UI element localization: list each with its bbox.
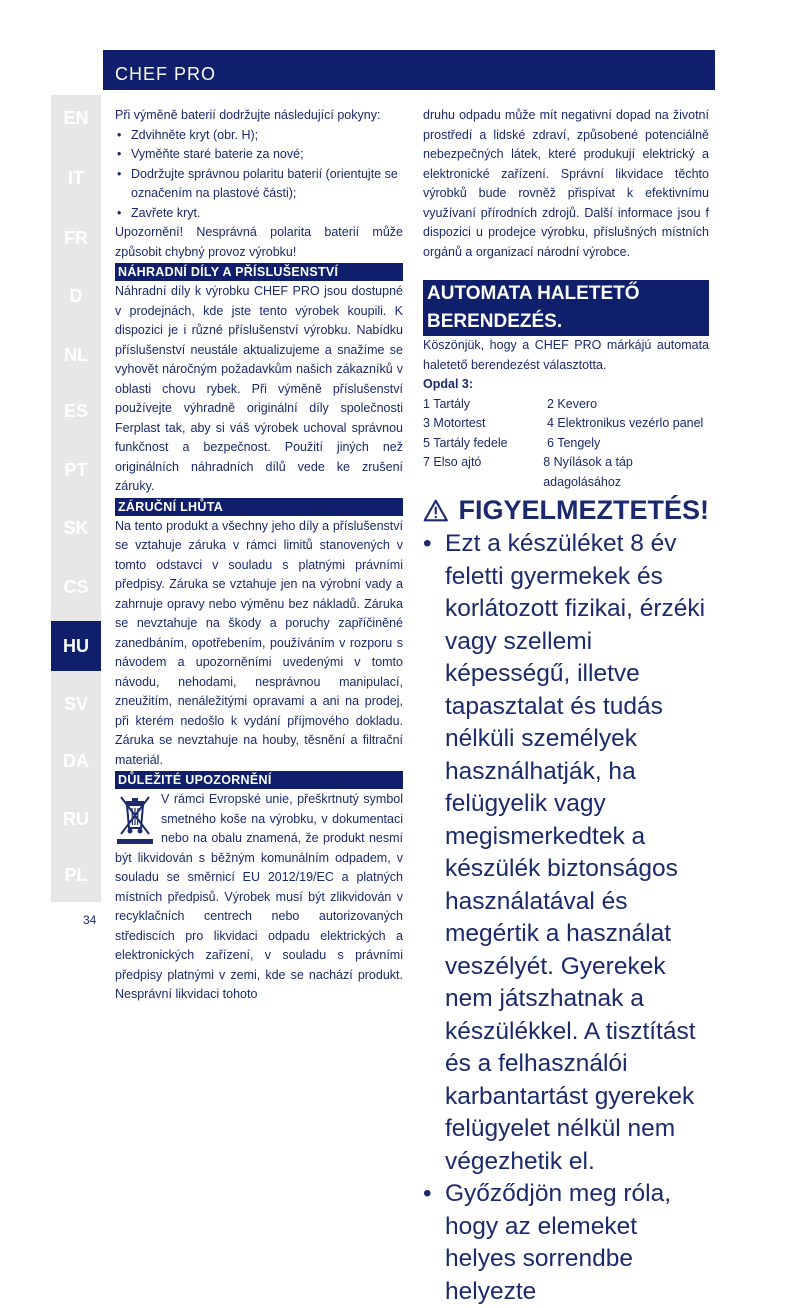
list-item: • Vyměňte staré baterie za nové; [115, 145, 403, 165]
left-column [115, 106, 403, 1005]
lang-tab-hu[interactable]: HU [51, 621, 101, 671]
right-column [423, 106, 709, 1308]
important-notice-heading: DŮLEŽITÉ UPOZORNĚNÍ [115, 771, 403, 789]
lang-tab-cs[interactable]: CS [63, 577, 89, 597]
page-header [103, 50, 715, 90]
warning-title: FIGYELMEZTETÉS! [458, 495, 709, 525]
list-item: • Ezt a készüléket 8 év feletti gyermekek és korlátozott fizikai, érzéki vagy szellemi képességű, illetve tapasztalat és tudás nélküli személyek használhatják, ha felügyelik vagy megismerkedtek a készülék biztonságos használatával és megértik a használat veszélyét. Gyerekek nem játszhatnak a készülékkel. A tisztítást és a felhasználói karbantartást gyerekek felügyelet nélkül nem végezhetik el. [423, 528, 709, 1178]
hu-section-heading: AUTOMATA HALETETŐ BERENDEZÉS. [423, 280, 709, 336]
page-number: 34 [83, 913, 97, 927]
warning-title-row [423, 492, 709, 528]
spare-parts-text: Náhradní díly k výrobku CHEF PRO jsou dostupné v prodejnách, kde jste tento výrobek koupili. K dispozici je i různé příslušenství výrobku. Nabídku příslušenství neustále aktualizujeme a snažíme se vyhovět náročným požadavkům našich zákazníků v oblasti chovu rybek. Při výměně příslušenství používejte výhradně originální díly společnosti Ferplast tak, aby si váš výrobek uchoval správnou funkčnost a bezpečnost. Použití jiných než originálních náhradních dílů vede ke zrušení záruky. [115, 284, 403, 493]
lang-tab-ru[interactable]: RU [63, 809, 89, 829]
part-item: 3 Motortest [423, 416, 486, 430]
battery-intro: Při výměně baterií dodržujte následující pokyny: [115, 108, 381, 122]
spare-parts-heading: NÁHRADNÍ DÍLY A PŘÍSLUŠENSTVÍ [115, 263, 403, 281]
part-item: 8 Nyílások a táp adagolásához [543, 455, 633, 489]
important-notice [115, 790, 403, 1005]
disposal-continuation: druhu odpadu může mít negativní dopad na životní prostředí a lidské zdraví, způsobené potenciálně nebezpečných látek, které produkují elektrický a elektronické zařízení. Správní likvidace těchto výrobků bude rovněž přispívat k efektivnímu využívaní přírodních zdrojů. Další informace jsou f dispozici u prodejce výrobku, příslušných místních orgánů a organizací národní výrobce. [423, 108, 709, 259]
list-item: • Dodržujte správnou polaritu baterií (orientujte se označením na plastové části); [115, 165, 403, 204]
list-item: • Zdvihněte kryt (obr. H); [115, 126, 403, 146]
lang-tab-sv[interactable]: SV [63, 694, 88, 714]
battery-caution: Upozornění! Nesprávná polarita baterií může způsobit chybný provoz výrobku! [115, 225, 403, 259]
brand-title: CHEF PRO [115, 64, 217, 84]
part-item: 1 Tartály [423, 396, 471, 411]
warranty-text: Na tento produkt a všechny jeho díly a příslušenství se vztahuje záruka v rámci limitů stanovených v tomto odstavci v souladu s platnými právními předpisy. Záruka se vztahuje jen na výrobní vady a zahrnuje opravy nebo výměnu bez nákladů. Záruka se nevztahuje na škody a poruchy zapříčiněné zanedbáním, opotřebením, používáním v rozporu s návodem a upozorněními uvedenými v tomto návodu, nehodami, nesprávnou manipulací, zneužitím, nenáležitými opravami a ani na prodej, při kterém nedošlo k vydání příjmového dokladu. Záruka se nevztahuje na houby, těsnění a filtrační materiál. [115, 518, 403, 767]
lang-tab-pl[interactable]: PL [64, 865, 88, 885]
lang-tab-da[interactable]: DA [63, 751, 89, 771]
part-item: 4 Elektronikus vezérlo panel [547, 416, 704, 430]
warning-list [423, 528, 709, 1308]
warranty-heading: ZÁRUČNÍ LHŮTA [115, 498, 403, 516]
parts-row [423, 434, 709, 454]
page3-label: Opdal 3: [423, 377, 474, 391]
lang-tab-es[interactable]: ES [63, 401, 88, 421]
warning-triangle-icon [423, 497, 448, 524]
lang-tab-fr[interactable]: FR [64, 228, 88, 248]
part-item: 6 Tengely [547, 435, 601, 450]
parts-list [423, 395, 709, 493]
lang-tab-en[interactable]: EN [63, 108, 89, 128]
parts-row [423, 395, 709, 415]
parts-row [423, 453, 709, 492]
hu-intro: Köszönjük, hogy a CHEF PRO márkájú automata haletető berendezést választotta. [423, 338, 709, 372]
lang-tab-pt[interactable]: PT [64, 460, 88, 480]
part-item: 7 Elso ajtó [423, 455, 482, 469]
list-item: • Zavřete kryt. [115, 204, 403, 224]
parts-row [423, 414, 709, 434]
important-notice-text: V rámci Evropské unie, přeškrtnutý symbol smetného koše na výrobku, v dokumentaci nebo na obalu znamená, že produkt nesmí být likvidován s běžným komunálním odpadem, v souladu se směrnicí EU 2012/19/EC a platných místních předpisů. Výrobek musí být zlikvidován v recyklačních centrech nebo autorizovaných střediscích pro likvidaci odpadu elektrických a elektronických zařízení, v souladu s právními předpisy platnými v zemi, kde se nachází produkt. Nesprávní likvidaci tohoto [115, 792, 403, 1001]
lang-tab-d[interactable]: D [69, 286, 83, 306]
lang-tab-nl[interactable]: NL [64, 345, 88, 365]
list-item: • Győződjön meg róla, hogy az elemeket helyes sorrendbe helyezte [423, 1178, 709, 1308]
crossed-bin-icon [115, 792, 155, 846]
part-item: 5 Tartály fedele [423, 435, 508, 450]
lang-tab-it[interactable]: IT [68, 168, 84, 188]
language-sidebar [51, 95, 101, 902]
lang-tab-sk[interactable]: SK [63, 518, 89, 538]
battery-steps [115, 126, 403, 224]
part-item: 2 Kevero [547, 396, 598, 411]
